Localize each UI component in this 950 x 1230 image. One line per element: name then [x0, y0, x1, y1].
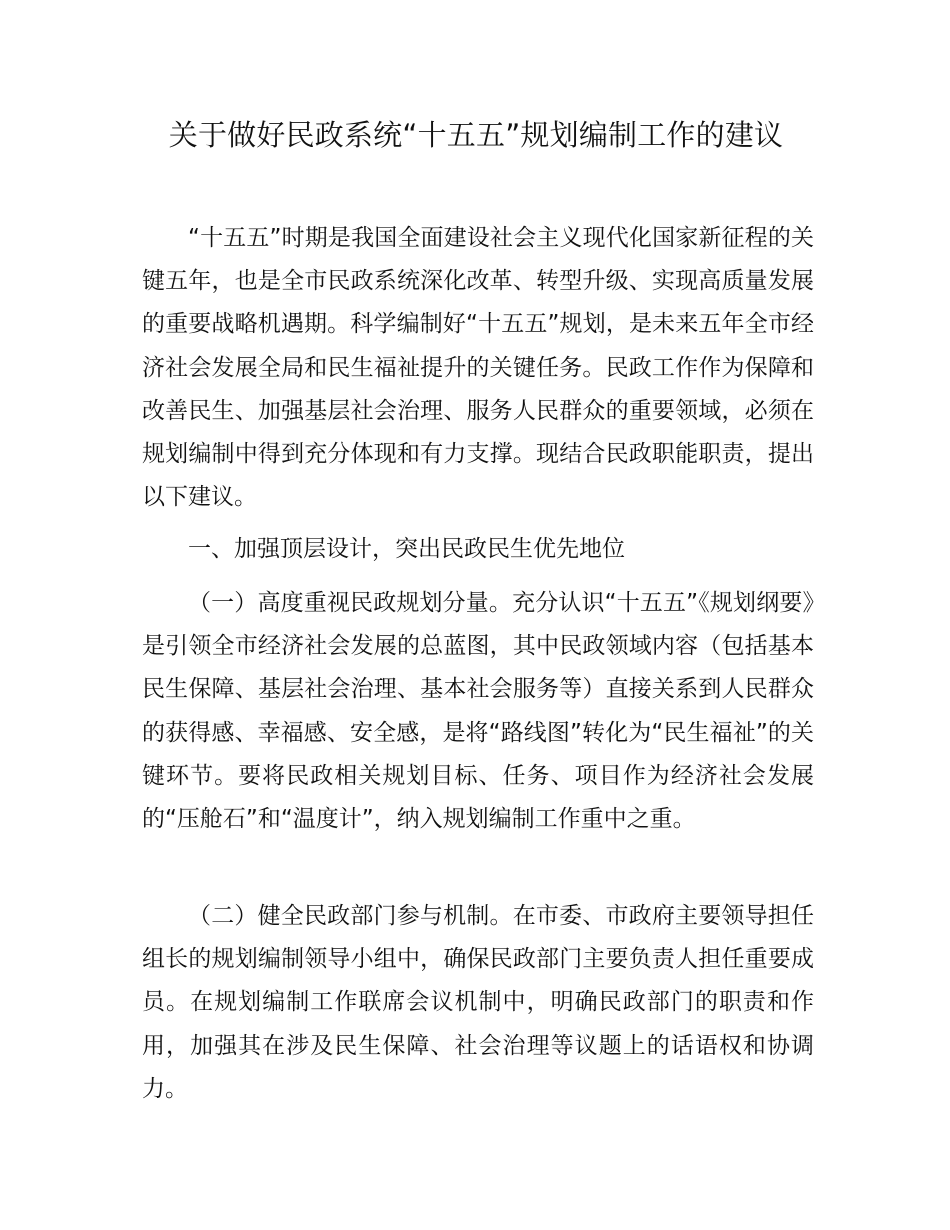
intro-paragraph: “十五五”时期是我国全面建设社会主义现代化国家新征程的关键五年，也是全市民政系统深化改革、转型升级、实现高质量发展的重要战略机遇期。科学编制好“十五五”规划，是未来五年全市经济社会发展全局和民生福祉提升的关键任务。民政工作作为保障和改善民生、加强基层社会治理、服务人民群众的重要领域，必须在规划编制中得到充分体现和有力支撑。现结合民政职能职责，提出以下建议。	[142, 225, 814, 511]
document-title: 关于做好民政系统“十五五”规划编制工作的建议	[168, 118, 784, 152]
section-heading-1: 一、加强顶层设计，突出民政民生优先地位	[188, 536, 625, 562]
item-paragraph-1: （一）高度重视民政规划分量。充分认识“十五五”《规划纲要》是引领全市经济社会发展的总蓝图，其中民政领域内容（包括基本民生保障、基层社会治理、基本社会服务等）直接关系到人民群众的获得感、幸福感、安全感，是将“路线图”转化为“民生福祉”的关键环节。要将民政相关规划目标、任务、项目作为经济社会发展的“压舱石”和“温度计”，纳入规划编制工作重中之重。	[142, 590, 814, 833]
item-paragraph-2: （二）健全民政部门参与机制。在市委、市政府主要领导担任组长的规划编制领导小组中，确保民政部门主要负责人担任重要成员。在规划编制工作联席会议机制中，明确民政部门的职责和作用，加强其在涉及民生保障、社会治理等议题上的话语权和协调力。	[142, 903, 814, 1102]
